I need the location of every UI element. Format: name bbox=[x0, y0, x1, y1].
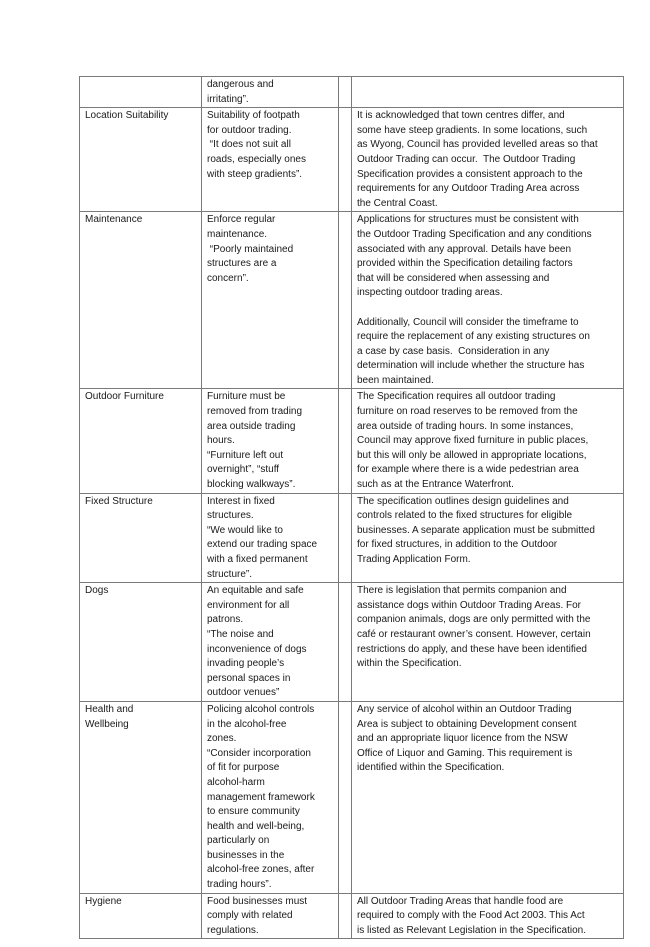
response-line: businesses. A separate application must be submitted bbox=[357, 524, 595, 536]
feedback-cell-line: extend our trading space bbox=[207, 539, 318, 551]
response-line: The Specification requires all outdoor trading bbox=[357, 391, 556, 403]
feedback-cell-line: in the alcohol-free bbox=[207, 718, 287, 730]
feedback-cell bbox=[202, 893, 339, 939]
response-paragraph bbox=[357, 390, 619, 492]
column-gap bbox=[339, 389, 352, 493]
table-row bbox=[80, 77, 624, 108]
feedback-cell-line: “It does not suit all bbox=[207, 139, 291, 151]
column-gap bbox=[339, 108, 352, 212]
response-line: Any service of alcohol within an Outdoor Trading bbox=[357, 703, 572, 715]
feedback-cell-line: zones. bbox=[207, 733, 237, 745]
column-gap bbox=[339, 212, 352, 389]
feedback-cell bbox=[202, 389, 339, 493]
response-line: The specification outlines design guidelines and bbox=[357, 495, 569, 507]
feedback-cell-line: maintenance. bbox=[207, 228, 268, 240]
feedback-cell-line: with a fixed permanent bbox=[207, 554, 308, 565]
feedback-cell-line: particularly on bbox=[207, 835, 270, 847]
response-cell bbox=[352, 893, 624, 939]
column-gap bbox=[339, 893, 352, 939]
feedback-cell-line: “The noise and bbox=[207, 628, 274, 640]
response-line: the Outdoor Trading Specification and any conditions bbox=[357, 228, 592, 240]
feedback-cell-line: blocking walkways”. bbox=[207, 479, 296, 491]
feedback-cell-line: Enforce regular bbox=[207, 214, 276, 226]
response-line: provided within the Specification detailing factors bbox=[357, 258, 573, 270]
feedback-cell-line: for outdoor trading. bbox=[207, 124, 292, 136]
feedback-cell bbox=[202, 77, 339, 108]
response-paragraph bbox=[357, 495, 619, 568]
response-line: been maintained. bbox=[357, 374, 434, 386]
topic-cell bbox=[80, 108, 202, 212]
table-row bbox=[80, 493, 624, 583]
topic-cell-line: Fixed Structure bbox=[85, 495, 153, 507]
topic-cell-line: Hygiene bbox=[85, 895, 122, 907]
response-cell bbox=[352, 583, 624, 702]
response-line: some have steep gradients. In some locations, such bbox=[357, 124, 588, 136]
response-line: the Central Coast. bbox=[357, 197, 438, 209]
response-paragraph bbox=[357, 316, 619, 389]
table-row bbox=[80, 701, 624, 893]
feedback-cell-line: irritating”. bbox=[207, 93, 249, 105]
feedback-cell-line: inconvenience of dogs bbox=[207, 643, 307, 655]
response-line: but this will only be allowed in appropriate locations, bbox=[357, 449, 587, 461]
topic-cell-line: Dogs bbox=[85, 585, 109, 597]
response-line: Applications for structures must be consistent with bbox=[357, 214, 579, 226]
topic-cell bbox=[80, 212, 202, 389]
feedback-cell-line: structure”. bbox=[207, 568, 253, 580]
response-line: is listed as Relevant Legislation in the Specification. bbox=[357, 924, 587, 936]
feedback-cell-line: alcohol-free zones, after bbox=[207, 864, 315, 876]
response-line: Outdoor Trading can occur. The Outdoor Trading bbox=[357, 153, 576, 165]
response-paragraph bbox=[357, 584, 619, 672]
feedback-cell-line: Food businesses must bbox=[207, 895, 308, 907]
column-gap bbox=[339, 77, 352, 108]
feedback-cell-line: Policing alcohol controls bbox=[207, 703, 315, 715]
column-gap bbox=[339, 583, 352, 702]
feedback-cell-line: area outside trading bbox=[207, 420, 296, 432]
response-line: inspecting outdoor trading areas. bbox=[357, 287, 503, 299]
response-line: required to comply with the Food Act 2003. This Act bbox=[357, 910, 585, 922]
feedback-cell-line: structures are a bbox=[207, 258, 277, 270]
feedback-cell-line: overnight”, “stuff bbox=[207, 464, 280, 476]
feedback-cell-line: management framework bbox=[207, 791, 315, 803]
topic-cell-line: Maintenance bbox=[85, 214, 143, 226]
feedback-cell-line: alcohol-harm bbox=[207, 776, 265, 788]
feedback-cell-line: invading people’s bbox=[207, 658, 285, 670]
feedback-cell-line: hours. bbox=[207, 435, 235, 447]
column-gap bbox=[339, 701, 352, 893]
feedback-cell-line: patrons. bbox=[207, 614, 244, 626]
response-paragraph bbox=[357, 213, 619, 301]
feedback-cell-line: environment for all bbox=[207, 599, 290, 611]
response-line: controls related to the fixed structures for eligible bbox=[357, 510, 573, 522]
feedback-cell bbox=[202, 701, 339, 893]
response-line: for example where there is a wide pedestrian area bbox=[357, 464, 579, 476]
topic-cell-line: Wellbeing bbox=[85, 718, 129, 730]
response-line: determination will include whether the structure has bbox=[357, 360, 585, 372]
feedback-cell-line: Suitability of footpath bbox=[207, 110, 300, 122]
feedback-cell-line: “Consider incorporation bbox=[207, 747, 311, 759]
response-line: café or restaurant owner’s consent. However, certain bbox=[357, 628, 591, 640]
response-paragraph bbox=[357, 703, 619, 776]
topic-cell bbox=[80, 389, 202, 493]
feedback-cell-line: regulations. bbox=[207, 924, 259, 936]
response-line: companion animals, dogs are only permitted with the bbox=[357, 614, 591, 626]
feedback-cell-line: “Furniture left out bbox=[207, 449, 284, 461]
topic-cell bbox=[80, 583, 202, 702]
feedback-cell-line: dangerous and bbox=[207, 79, 274, 90]
response-line: Area is subject to obtaining Development consent bbox=[357, 718, 577, 730]
topic-cell-line: Health and bbox=[85, 703, 134, 715]
response-line: a case by case basis. Consideration in any bbox=[357, 345, 550, 357]
feedback-cell-line: personal spaces in bbox=[207, 672, 291, 684]
feedback-cell-line: “We would like to bbox=[207, 524, 283, 536]
response-cell bbox=[352, 389, 624, 493]
response-line: that will be considered when assessing and bbox=[357, 272, 550, 284]
table-row bbox=[80, 583, 624, 702]
feedback-cell-line: outdoor venues” bbox=[207, 687, 280, 699]
response-line: require the replacement of any existing structures on bbox=[357, 331, 590, 343]
response-line: restrictions do apply, and these have been identified bbox=[357, 643, 587, 655]
response-cell bbox=[352, 701, 624, 893]
feedback-cell-line: removed from trading bbox=[207, 406, 303, 418]
feedback-cell-line: structures. bbox=[207, 510, 254, 522]
response-line: furniture on road reserves to be removed from the bbox=[357, 406, 578, 418]
table-row bbox=[80, 893, 624, 939]
feedback-cell-line: Furniture must be bbox=[207, 391, 286, 403]
response-cell bbox=[352, 108, 624, 212]
response-line: such as at the Entrance Waterfront. bbox=[357, 479, 514, 491]
feedback-cell bbox=[202, 212, 339, 389]
response-paragraph bbox=[357, 895, 619, 939]
response-line: and an appropriate liquor licence from the NSW bbox=[357, 733, 568, 745]
response-line: Additionally, Council will consider the timeframe to bbox=[357, 316, 579, 328]
feedback-cell-line: to ensure community bbox=[207, 806, 300, 818]
feedback-cell-line: of fit for purpose bbox=[207, 762, 280, 774]
response-line: Council may approve fixed furniture in public places, bbox=[357, 435, 589, 447]
response-line: Trading Application Form. bbox=[357, 554, 471, 565]
response-line: It is acknowledged that town centres differ, and bbox=[357, 110, 565, 122]
response-line: All Outdoor Trading Areas that handle food are bbox=[357, 895, 564, 907]
feedback-cell bbox=[202, 108, 339, 212]
table-row bbox=[80, 108, 624, 212]
feedback-cell bbox=[202, 493, 339, 583]
feedback-cell-line: businesses in the bbox=[207, 849, 285, 861]
response-line: identified within the Specification. bbox=[357, 762, 505, 774]
response-cell bbox=[352, 77, 624, 108]
response-line: as Wyong, Council has provided levelled areas so that bbox=[357, 139, 598, 151]
topic-cell bbox=[80, 893, 202, 939]
feedback-cell-line: health and well-being, bbox=[207, 820, 305, 832]
response-line: area outside of trading hours. In some instances, bbox=[357, 420, 574, 432]
topic-cell-line: Outdoor Furniture bbox=[85, 391, 164, 403]
response-line: requirements for any Outdoor Trading Area across bbox=[357, 183, 580, 195]
response-paragraph bbox=[357, 109, 619, 211]
topic-cell-line: Location Suitability bbox=[85, 110, 169, 122]
feedback-cell-line: roads, especially ones bbox=[207, 153, 306, 165]
feedback-cell-line: trading hours”. bbox=[207, 879, 272, 891]
response-cell bbox=[352, 212, 624, 389]
feedback-cell-line: with steep gradients”. bbox=[207, 168, 303, 180]
response-line: associated with any approval. Details have been bbox=[357, 243, 572, 255]
feedback-cell-line: comply with related bbox=[207, 910, 293, 922]
feedback-cell bbox=[202, 583, 339, 702]
response-line: Office of Liquor and Gaming. This requirement is bbox=[357, 747, 573, 759]
feedback-cell-line: Interest in fixed bbox=[207, 495, 275, 507]
table-row bbox=[80, 389, 624, 493]
response-cell bbox=[352, 493, 624, 583]
column-gap bbox=[339, 493, 352, 583]
response-line: within the Specification. bbox=[357, 658, 462, 670]
feedback-response-table bbox=[79, 76, 624, 939]
table-row bbox=[80, 212, 624, 389]
feedback-cell-line: “Poorly maintained bbox=[207, 243, 294, 255]
topic-cell bbox=[80, 701, 202, 893]
response-line: Specification provides a consistent approach to the bbox=[357, 168, 583, 180]
topic-cell bbox=[80, 77, 202, 108]
feedback-cell-line: concern”. bbox=[207, 272, 249, 284]
topic-cell bbox=[80, 493, 202, 583]
response-line: assistance dogs within Outdoor Trading Areas. For bbox=[357, 599, 582, 611]
response-line: There is legislation that permits companion and bbox=[357, 585, 567, 597]
feedback-cell-line: An equitable and safe bbox=[207, 585, 304, 597]
response-line: for fixed structures, in addition to the Outdoor bbox=[357, 539, 558, 551]
